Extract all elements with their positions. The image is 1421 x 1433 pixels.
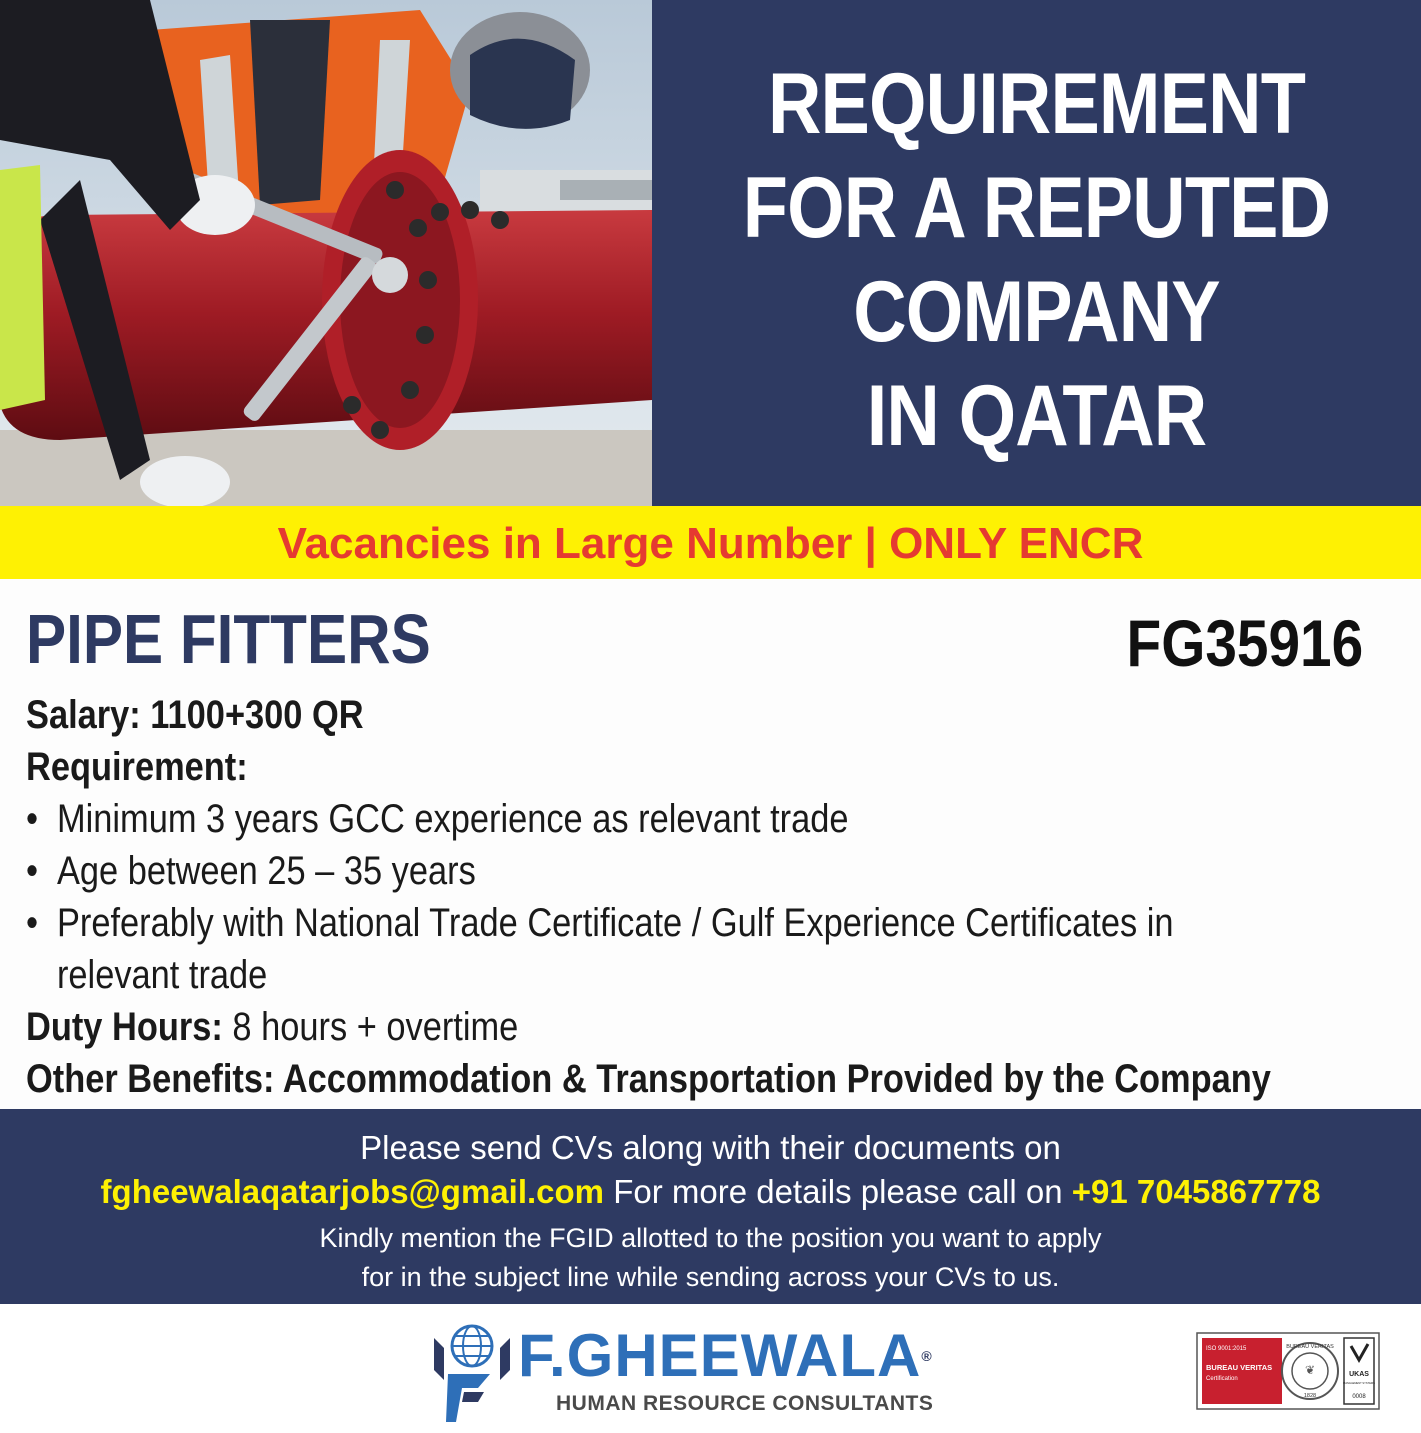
salary-label: Salary: — [26, 693, 141, 737]
headline-line-3: COMPANY — [853, 264, 1220, 360]
benefits-line — [26, 1053, 1333, 1105]
cert-ring-text: BUREAU VERITAS — [1286, 1344, 1334, 1350]
headline — [706, 52, 1367, 468]
ukas-code-text: 0008 — [1352, 1394, 1366, 1400]
email-link[interactable]: fgheewalaqatarjobs@gmail.com — [100, 1173, 605, 1210]
pipe-fitter-photo — [0, 0, 652, 506]
svg-text:❦: ❦ — [1304, 1363, 1316, 1377]
vacancy-banner-text: Vacancies in Large Number | ONLY ENCR — [277, 519, 1144, 568]
job-code: FG35916 — [1126, 606, 1363, 680]
headline-line-2: FOR A REPUTED — [742, 160, 1331, 256]
headline-line-4: IN QATAR — [866, 368, 1207, 464]
headline-line-1: REQUIREMENT — [767, 56, 1306, 152]
brand-name-text: F.GHEEWALA — [518, 1322, 922, 1389]
fgid-note-line-1: Kindly mention the FGID allotted to the position you want to apply — [319, 1223, 1102, 1253]
bullet-icon: • — [26, 901, 39, 945]
certification-badge-icon — [1196, 1332, 1380, 1410]
duty-hours-line — [26, 1001, 1333, 1053]
job-title: PIPE FITTERS — [26, 600, 431, 678]
benefits-label: Other Benefits: — [26, 1057, 275, 1101]
phone-link[interactable]: +91 7045867778 — [1071, 1173, 1321, 1210]
benefits-value: Accommodation & Transportation Provided by the Company — [282, 1057, 1271, 1101]
salary-line — [26, 689, 1333, 741]
registered-mark: ® — [921, 1348, 933, 1364]
requirement-label: Requirement: — [26, 745, 248, 789]
footer — [0, 1304, 1421, 1433]
pipe-fitter-illustration — [0, 0, 652, 506]
requirement-text: relevant trade — [56, 953, 268, 997]
ukas-text: UKAS — [1349, 1371, 1369, 1378]
globe-logo-icon — [428, 1318, 510, 1424]
list-item-continuation — [26, 949, 1333, 1001]
job-details — [0, 579, 1421, 1109]
bullet-icon: • — [26, 849, 39, 893]
salary-value: 1100+300 QR — [150, 693, 364, 737]
bullet-icon: • — [26, 797, 39, 841]
vacancy-banner — [0, 506, 1421, 579]
cert-label-text: Certification — [1206, 1376, 1238, 1382]
duty-hours-label: Duty Hours: — [26, 1005, 223, 1049]
list-item — [26, 793, 1333, 845]
headline-panel — [652, 0, 1421, 506]
contact-instruction: Please send CVs along with their documents on — [360, 1129, 1061, 1166]
call-text: For more details please call on — [613, 1173, 1063, 1210]
requirement-list — [26, 793, 1333, 1001]
list-item — [26, 897, 1333, 949]
job-body — [26, 689, 1333, 1105]
duty-hours-value: 8 hours + overtime — [232, 1005, 519, 1049]
ukas-sub-text: MANAGEMENT SYSTEMS — [1343, 1382, 1375, 1385]
requirement-text: Minimum 3 years GCC experience as relevant trade — [56, 797, 849, 841]
list-item — [26, 845, 1333, 897]
brand-tagline: HUMAN RESOURCE CONSULTANTS — [556, 1392, 934, 1415]
contact-panel — [0, 1109, 1421, 1304]
brand-name — [518, 1324, 933, 1388]
cert-standard-text: ISO 9001:2015 — [1206, 1346, 1247, 1352]
cert-body-text: BUREAU VERITAS — [1206, 1363, 1273, 1372]
contact-details-line — [0, 1173, 1421, 1211]
top-section — [0, 0, 1421, 506]
fgid-note-line-2: for in the subject line while sending across your CVs to us. — [361, 1262, 1060, 1292]
cert-year-text: 1828 — [1303, 1393, 1317, 1399]
requirement-text: Preferably with National Trade Certificate / Gulf Experience Certificates in — [56, 901, 1174, 945]
requirement-text: Age between 25 – 35 years — [56, 849, 476, 893]
